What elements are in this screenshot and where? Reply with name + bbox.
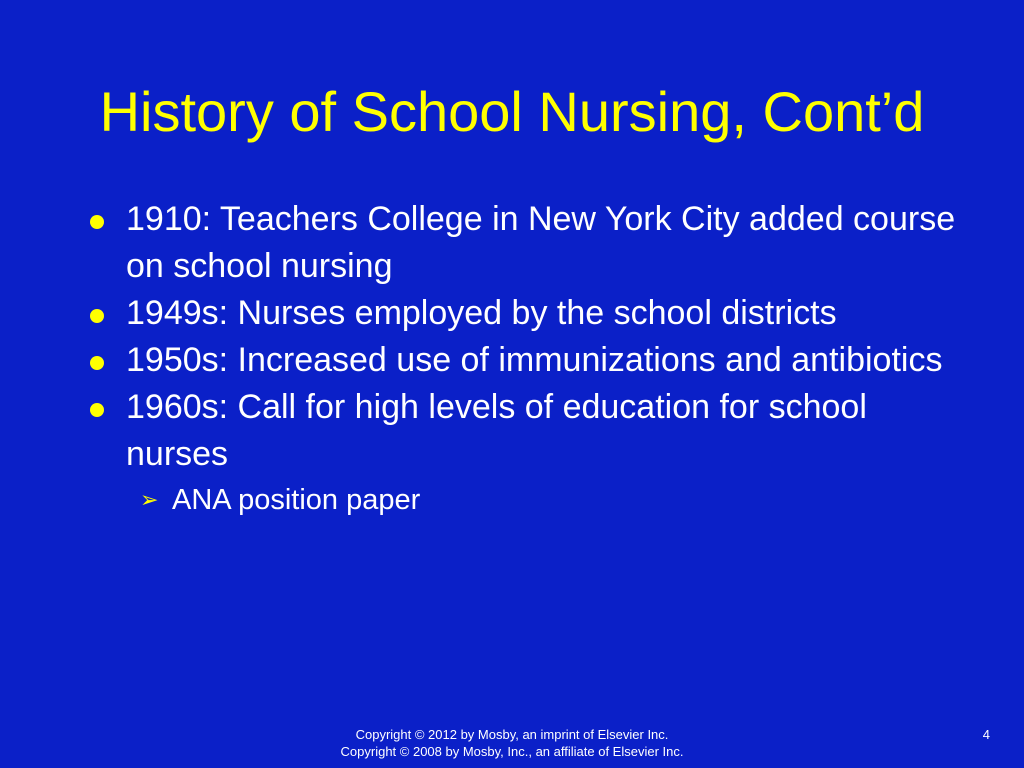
copyright-line-2: Copyright © 2008 by Mosby, Inc., an affiliate of Elsevier Inc. bbox=[340, 744, 684, 759]
bullet-item bbox=[84, 384, 964, 522]
bullet-text: 1910: Teachers College in New York City added course on school nursing bbox=[126, 200, 956, 285]
bullet-item bbox=[84, 196, 964, 290]
round-bullet-icon bbox=[90, 356, 104, 370]
slide-title: History of School Nursing, Cont’d bbox=[99, 80, 925, 143]
bullet-text: 1949s: Nurses employed by the school districts bbox=[126, 294, 837, 332]
round-bullet-icon bbox=[90, 309, 104, 323]
bullet-text: 1960s: Call for high levels of education for school nurses bbox=[126, 388, 867, 473]
bullet-item bbox=[84, 337, 964, 384]
round-bullet-icon bbox=[90, 403, 104, 417]
copyright-footer bbox=[262, 726, 762, 760]
round-bullet-icon bbox=[90, 215, 104, 229]
bullet-item bbox=[84, 290, 964, 337]
bullet-list bbox=[84, 196, 964, 522]
bullet-text: 1950s: Increased use of immunizations and antibiotics bbox=[126, 341, 943, 379]
sub-bullet-item bbox=[140, 478, 964, 522]
sub-bullet-text: ANA position paper bbox=[172, 484, 421, 516]
sub-bullet-list bbox=[126, 478, 964, 522]
page-number: 4 bbox=[982, 727, 990, 742]
arrow-bullet-icon: ➢ bbox=[140, 487, 159, 512]
copyright-line-1: Copyright © 2012 by Mosby, an imprint of Elsevier Inc. bbox=[355, 727, 669, 742]
